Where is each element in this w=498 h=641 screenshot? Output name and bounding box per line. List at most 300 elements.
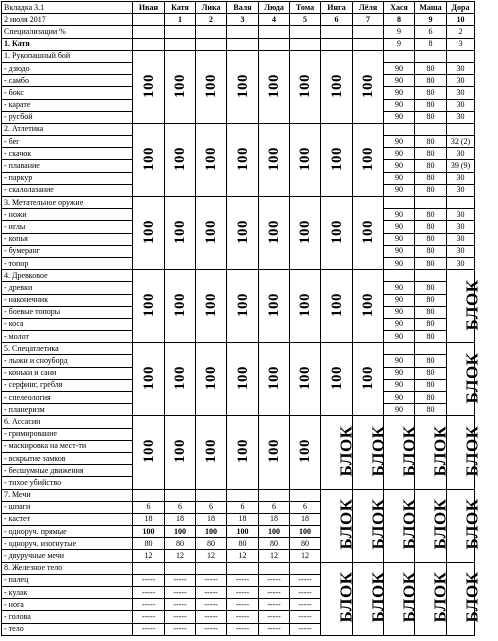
- skill-value: 30: [447, 99, 475, 111]
- max-value: [165, 343, 196, 416]
- max-value: [259, 50, 290, 123]
- empty-cell: [227, 38, 259, 50]
- skill-value: 90: [384, 160, 415, 172]
- skill-value: 30: [447, 87, 475, 99]
- max-value: [133, 416, 165, 489]
- empty-cell: [290, 26, 321, 38]
- empty-cell: [321, 38, 353, 50]
- skill-value: 80: [165, 538, 196, 550]
- skill-value: 12: [165, 550, 196, 562]
- empty-cell: [321, 26, 353, 38]
- skill-value: 80: [415, 160, 447, 172]
- skill-value: 30: [447, 257, 475, 269]
- skill-value: 90: [384, 136, 415, 148]
- max-value-label: 100: [360, 220, 376, 245]
- skill-value: 80: [415, 184, 447, 196]
- skill-value: 90: [384, 148, 415, 160]
- blok-cell: [447, 416, 482, 489]
- empty-cell: [259, 38, 290, 50]
- dash-value: -----: [227, 599, 259, 611]
- max-value-label: 100: [140, 366, 157, 391]
- blok-label: БЛОК: [462, 352, 482, 404]
- column-number: 5: [290, 14, 321, 26]
- max-value: [133, 50, 165, 123]
- column-name: Инга: [321, 2, 353, 14]
- max-value: [290, 270, 321, 343]
- max-value-label: 100: [172, 293, 188, 318]
- max-value-label: 100: [140, 146, 157, 171]
- max-value: [227, 50, 259, 123]
- blok-cell: [353, 489, 388, 562]
- max-value: [196, 416, 227, 489]
- max-value-label: 100: [328, 220, 345, 245]
- max-value-label: 100: [234, 73, 251, 98]
- max-value-label: 100: [266, 146, 282, 171]
- empty-cell: [384, 123, 415, 135]
- max-value: [227, 416, 259, 489]
- skill-value: 6: [259, 501, 290, 513]
- max-value: [259, 416, 290, 489]
- empty-cell: [133, 489, 165, 501]
- skill-value: 80: [415, 306, 447, 318]
- max-value: [196, 343, 227, 416]
- empty-cell: [415, 123, 447, 135]
- column-number: 10: [447, 14, 475, 26]
- skill-label: - дзюдо: [2, 62, 133, 74]
- skill-value: 30: [447, 221, 475, 233]
- blok-cell: [447, 343, 482, 416]
- person-value: 8: [415, 38, 447, 50]
- skill-value: 6: [133, 501, 165, 513]
- group-title: 4. Древковое: [2, 270, 133, 282]
- dash-value: -----: [196, 599, 227, 611]
- max-value: [259, 270, 290, 343]
- max-value-label: 100: [234, 366, 251, 391]
- empty-cell: [227, 26, 259, 38]
- spec-value: 9: [384, 26, 415, 38]
- dash-value: -----: [196, 611, 227, 623]
- skill-label: - серфинг, гребля: [2, 379, 133, 391]
- skill-label: - бег: [2, 136, 133, 148]
- skill-value: 80: [415, 62, 447, 74]
- max-value-label: 100: [266, 220, 282, 245]
- skill-value: 18: [196, 513, 227, 525]
- skill-value: 80: [415, 111, 447, 123]
- max-value: [259, 197, 290, 270]
- skill-value: 6: [290, 501, 321, 513]
- max-value: [290, 343, 321, 416]
- max-value: [290, 50, 321, 123]
- max-value-label: 100: [297, 220, 313, 245]
- group-title: 3. Метательное оружие: [2, 197, 133, 209]
- max-value-label: 100: [297, 439, 313, 464]
- max-value-label: 100: [172, 73, 188, 98]
- skill-value: 90: [384, 257, 415, 269]
- skill-value: 80: [196, 538, 227, 550]
- max-value-label: 100: [360, 146, 376, 171]
- skill-value: 30: [447, 245, 475, 257]
- max-value: [227, 343, 259, 416]
- empty-cell: [384, 343, 415, 355]
- skill-label: - гримирование: [2, 428, 133, 440]
- skill-label: - одноруч. прямые: [2, 526, 133, 538]
- skill-value: 90: [384, 221, 415, 233]
- max-value-label: 100: [203, 73, 219, 98]
- empty-cell: [165, 562, 196, 574]
- skill-value: 80: [415, 209, 447, 221]
- empty-cell: [447, 197, 475, 209]
- blok-cell: [353, 416, 388, 489]
- skill-label: - палец: [2, 574, 133, 586]
- max-value: [165, 123, 196, 196]
- blok-label: БЛОК: [399, 571, 419, 623]
- skill-label: - скалолазание: [2, 184, 133, 196]
- blok-label: БЛОК: [462, 425, 482, 477]
- skill-value: 39 (9): [447, 160, 475, 172]
- blok-cell: [447, 270, 482, 343]
- skill-value: 80: [415, 136, 447, 148]
- blok-label: БЛОК: [430, 498, 450, 550]
- max-value: [353, 197, 384, 270]
- max-value: [353, 123, 384, 196]
- blok-cell: [321, 562, 356, 635]
- empty-cell: [384, 50, 415, 62]
- empty-cell: [353, 38, 384, 50]
- column-name: Люда: [259, 2, 290, 14]
- skill-value: 90: [384, 62, 415, 74]
- skill-label: - планеризм: [2, 404, 133, 416]
- max-value: [227, 123, 259, 196]
- dash-value: -----: [165, 599, 196, 611]
- dash-value: -----: [165, 574, 196, 586]
- max-value-label: 100: [234, 293, 251, 318]
- skill-value: 90: [384, 318, 415, 330]
- skill-value: 80: [227, 538, 259, 550]
- max-value-label: 100: [203, 293, 219, 318]
- max-value: [259, 123, 290, 196]
- skill-label: - двуручные мечи: [2, 550, 133, 562]
- column-name: Лёля: [353, 2, 384, 14]
- skill-value: 80: [415, 355, 447, 367]
- max-value-label: 100: [266, 366, 282, 391]
- skill-label: - шпаги: [2, 501, 133, 513]
- max-value: [321, 270, 353, 343]
- max-value: [133, 123, 165, 196]
- max-value-label: 100: [297, 146, 313, 171]
- skill-label: - бокс: [2, 87, 133, 99]
- skill-value: 90: [384, 331, 415, 343]
- skill-label: - коса: [2, 318, 133, 330]
- empty-cell: [196, 489, 227, 501]
- skill-value: 80: [415, 331, 447, 343]
- max-value-label: 100: [297, 366, 313, 391]
- column-number: 4: [259, 14, 290, 26]
- dash-value: -----: [227, 587, 259, 599]
- blok-label: БЛОК: [462, 279, 482, 331]
- max-value-label: 100: [360, 293, 376, 318]
- date: 2 июля 2017: [2, 14, 133, 26]
- spec-value: 2: [447, 26, 475, 38]
- blok-cell: [415, 489, 450, 562]
- skill-value: 90: [384, 379, 415, 391]
- skill-value: 12: [259, 550, 290, 562]
- column-number: 7: [353, 14, 384, 26]
- empty-cell: [415, 50, 447, 62]
- skill-value: 90: [384, 282, 415, 294]
- blok-cell: [384, 489, 419, 562]
- skill-value: 12: [227, 550, 259, 562]
- skill-value: 90: [384, 99, 415, 111]
- empty-cell: [259, 489, 290, 501]
- skill-value: 12: [196, 550, 227, 562]
- blok-cell: [415, 416, 450, 489]
- skill-value: 100: [196, 526, 227, 538]
- max-value: [165, 416, 196, 489]
- skill-label: - коньки и сани: [2, 367, 133, 379]
- max-value-label: 100: [172, 220, 188, 245]
- skill-label: - наконечник: [2, 294, 133, 306]
- skill-value: 90: [384, 306, 415, 318]
- dash-value: -----: [227, 623, 259, 635]
- max-value-label: 100: [234, 439, 251, 464]
- empty-cell: [447, 50, 475, 62]
- skill-label: - тело: [2, 623, 133, 635]
- empty-cell: [165, 489, 196, 501]
- skill-value: 80: [415, 257, 447, 269]
- dash-value: -----: [196, 574, 227, 586]
- skill-value: 30: [447, 148, 475, 160]
- max-value: [227, 270, 259, 343]
- max-value: [321, 197, 353, 270]
- max-value: [165, 270, 196, 343]
- column-name: Иван: [133, 2, 165, 14]
- column-number: 6: [321, 14, 353, 26]
- empty-cell: [259, 26, 290, 38]
- dash-value: -----: [290, 587, 321, 599]
- skill-value: 80: [415, 87, 447, 99]
- max-value-label: 100: [328, 73, 345, 98]
- skill-value: 6: [227, 501, 259, 513]
- max-value: [321, 343, 353, 416]
- column-name: Лика: [196, 2, 227, 14]
- column-number: [133, 14, 165, 26]
- max-value: [133, 343, 165, 416]
- dash-value: -----: [133, 574, 165, 586]
- dash-value: -----: [290, 611, 321, 623]
- max-value-label: 100: [297, 293, 313, 318]
- skill-value: 18: [165, 513, 196, 525]
- skill-value: 90: [384, 355, 415, 367]
- blok-label: БЛОК: [368, 571, 388, 623]
- blok-cell: [321, 489, 356, 562]
- column-number: 2: [196, 14, 227, 26]
- skill-value: 80: [415, 75, 447, 87]
- dash-value: -----: [133, 623, 165, 635]
- dash-value: -----: [259, 599, 290, 611]
- dash-value: -----: [259, 611, 290, 623]
- max-value: [196, 123, 227, 196]
- empty-cell: [133, 26, 165, 38]
- skill-label: - вскрытие замков: [2, 452, 133, 464]
- max-value-label: 100: [360, 73, 376, 98]
- max-value: [196, 197, 227, 270]
- skill-label: - древки: [2, 282, 133, 294]
- column-number: 1: [165, 14, 196, 26]
- max-value-label: 100: [140, 220, 157, 245]
- blok-label: БЛОК: [430, 571, 450, 623]
- empty-cell: [165, 38, 196, 50]
- skill-value: 90: [384, 294, 415, 306]
- dash-value: -----: [165, 611, 196, 623]
- blok-label: БЛОК: [336, 425, 356, 477]
- skill-value: 30: [447, 209, 475, 221]
- blok-cell: [384, 416, 419, 489]
- max-value: [353, 343, 384, 416]
- skill-value: 90: [384, 233, 415, 245]
- skill-value: 100: [259, 526, 290, 538]
- blok-label: БЛОК: [368, 425, 388, 477]
- skill-label: - ножи: [2, 209, 133, 221]
- skill-value: 80: [290, 538, 321, 550]
- dash-value: -----: [259, 574, 290, 586]
- empty-cell: [415, 343, 447, 355]
- dash-value: -----: [165, 587, 196, 599]
- skill-value: 30: [447, 111, 475, 123]
- max-value-label: 100: [203, 220, 219, 245]
- blok-cell: [353, 562, 388, 635]
- max-value-label: 100: [234, 220, 251, 245]
- blok-cell: [447, 489, 482, 562]
- skill-value: 90: [384, 392, 415, 404]
- dash-value: -----: [290, 574, 321, 586]
- skill-value: 80: [415, 294, 447, 306]
- tab-title: Вкладка 3.1: [2, 2, 133, 14]
- skill-label: - тихое убийство: [2, 477, 133, 489]
- skill-label: - маскировка на мест-ти: [2, 440, 133, 452]
- max-value-label: 100: [203, 439, 219, 464]
- skill-value: 12: [290, 550, 321, 562]
- skill-label: - молот: [2, 331, 133, 343]
- empty-cell: [415, 270, 447, 282]
- max-value: [165, 197, 196, 270]
- empty-cell: [290, 38, 321, 50]
- dash-value: -----: [133, 611, 165, 623]
- max-value-label: 100: [172, 146, 188, 171]
- skill-label: - скачок: [2, 148, 133, 160]
- skill-value: 6: [196, 501, 227, 513]
- skill-value: 12: [133, 550, 165, 562]
- max-value: [353, 50, 384, 123]
- column-name: Валя: [227, 2, 259, 14]
- max-value: [133, 197, 165, 270]
- skill-value: 80: [415, 172, 447, 184]
- column-number: 9: [415, 14, 447, 26]
- skill-label: - кулак: [2, 587, 133, 599]
- skill-value: 30: [447, 75, 475, 87]
- empty-cell: [415, 197, 447, 209]
- skill-value: 30: [447, 62, 475, 74]
- empty-cell: [353, 26, 384, 38]
- empty-cell: [133, 38, 165, 50]
- skill-value: 18: [227, 513, 259, 525]
- skill-value: 90: [384, 184, 415, 196]
- max-value: [196, 270, 227, 343]
- empty-cell: [384, 270, 415, 282]
- skill-value: 100: [165, 526, 196, 538]
- empty-cell: [290, 489, 321, 501]
- skill-label: - кастет: [2, 513, 133, 525]
- skill-value: 30: [447, 184, 475, 196]
- blok-label: БЛОК: [399, 498, 419, 550]
- max-value: [259, 343, 290, 416]
- column-name: Тома: [290, 2, 321, 14]
- empty-cell: [384, 197, 415, 209]
- dash-value: -----: [227, 574, 259, 586]
- max-value-label: 100: [140, 73, 157, 98]
- blok-label: БЛОК: [462, 571, 482, 623]
- person-label: 1. Катя: [2, 38, 133, 50]
- skill-value: 90: [384, 172, 415, 184]
- skill-label: - спелеология: [2, 392, 133, 404]
- blok-cell: [384, 562, 419, 635]
- max-value-label: 100: [328, 366, 345, 391]
- blok-label: БЛОК: [399, 425, 419, 477]
- max-value-label: 100: [328, 293, 345, 318]
- empty-cell: [165, 26, 196, 38]
- empty-cell: [196, 38, 227, 50]
- group-title: 8. Железное тело: [2, 562, 133, 574]
- person-value: 9: [384, 38, 415, 50]
- max-value-label: 100: [360, 366, 376, 391]
- skill-value: 80: [415, 148, 447, 160]
- max-value-label: 100: [266, 73, 282, 98]
- blok-label: БЛОК: [336, 571, 356, 623]
- max-value: [165, 50, 196, 123]
- max-value-label: 100: [266, 293, 282, 318]
- skill-label: - плавание: [2, 160, 133, 172]
- skill-value: 90: [384, 245, 415, 257]
- dash-value: -----: [290, 623, 321, 635]
- max-value: [290, 123, 321, 196]
- skill-value: 30: [447, 172, 475, 184]
- max-value-label: 100: [172, 439, 188, 464]
- column-number: 3: [227, 14, 259, 26]
- dash-value: -----: [259, 623, 290, 635]
- skill-value: 80: [415, 404, 447, 416]
- empty-cell: [447, 123, 475, 135]
- empty-cell: [196, 562, 227, 574]
- max-value: [290, 197, 321, 270]
- skill-value: 80: [415, 282, 447, 294]
- empty-cell: [259, 562, 290, 574]
- column-number: 8: [384, 14, 415, 26]
- skill-value: 80: [415, 392, 447, 404]
- column-name: Маша: [415, 2, 447, 14]
- group-title: 6. Ассасин: [2, 416, 133, 428]
- skill-value: 80: [415, 379, 447, 391]
- max-value-label: 100: [203, 146, 219, 171]
- max-value-label: 100: [172, 366, 188, 391]
- skill-value: 90: [384, 367, 415, 379]
- person-value: 3: [447, 38, 475, 50]
- skill-label: - нога: [2, 599, 133, 611]
- skill-value: 100: [227, 526, 259, 538]
- skill-label: - иглы: [2, 221, 133, 233]
- skill-value: 80: [133, 538, 165, 550]
- skill-value: 80: [415, 245, 447, 257]
- max-value-label: 100: [203, 366, 219, 391]
- blok-label: БЛОК: [336, 498, 356, 550]
